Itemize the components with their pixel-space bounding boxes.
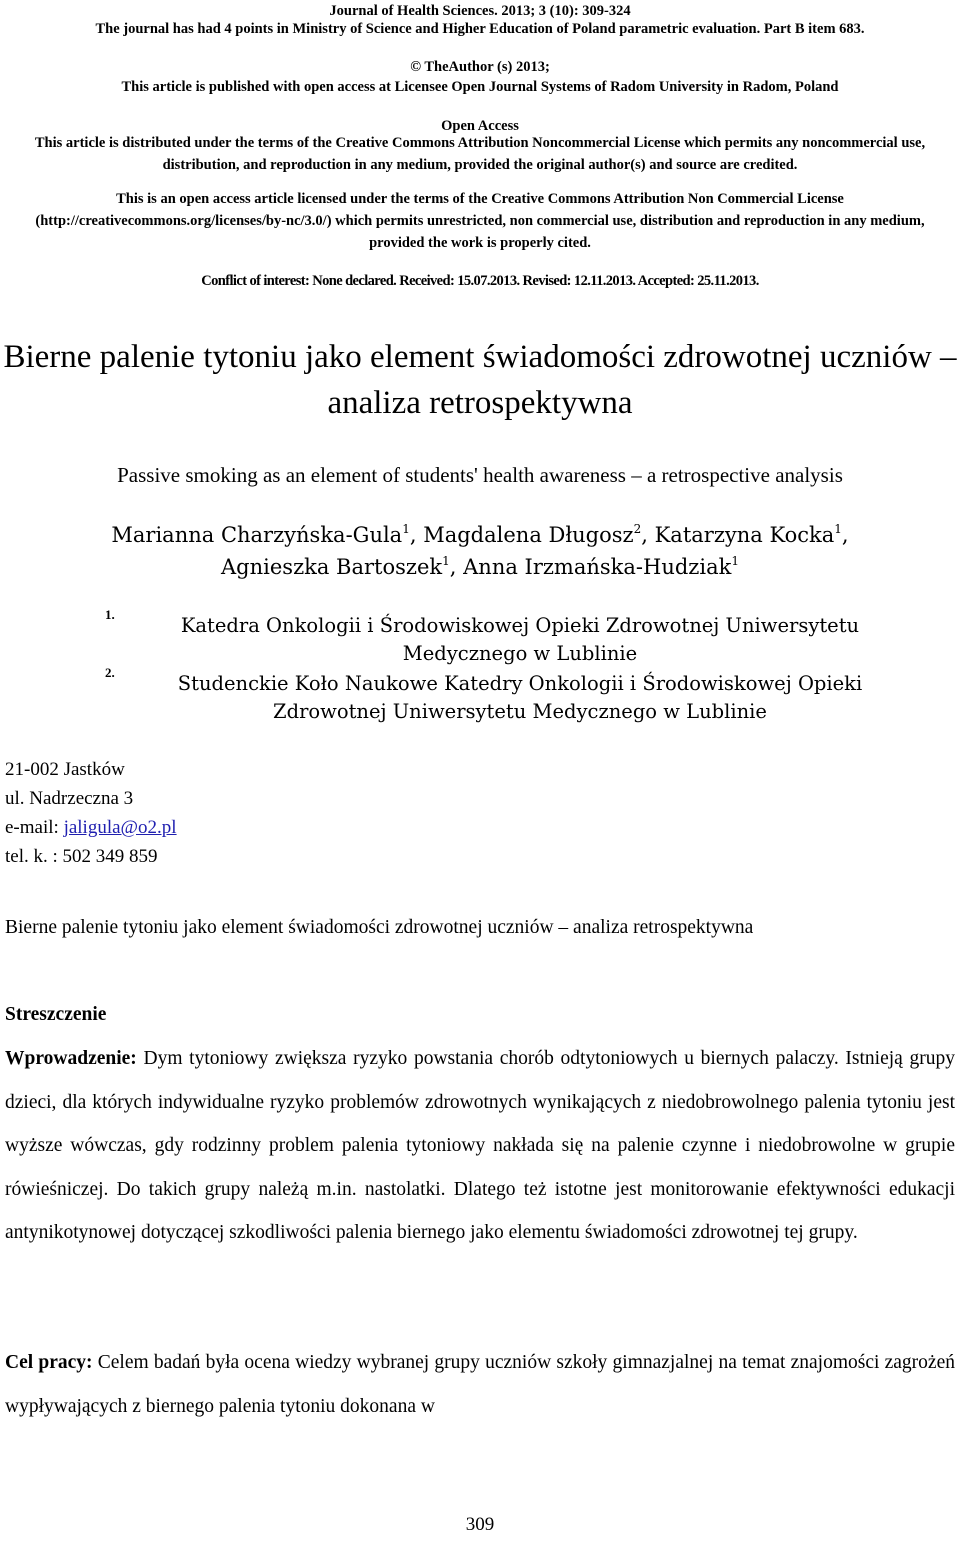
introduction-label: Wprowadzenie: xyxy=(5,1048,137,1069)
abstract-introduction xyxy=(5,1037,955,1255)
page-number: 309 xyxy=(465,1514,495,1535)
email-link[interactable]: jaligula@o2.pl xyxy=(63,817,177,838)
article-title-polish: Bierne palenie tytoniu jako element świadomości zdrowotnej uczniów – analiza retrospektywna xyxy=(3,339,957,421)
abstract-aim xyxy=(5,1341,955,1428)
article-title-english: Passive smoking as an element of students' health awareness – a retrospective analysis xyxy=(117,463,843,487)
published-line: This article is published with open access at Licensee Open Journal Systems of Radom University in Radom, Poland xyxy=(121,79,839,95)
email-label: e-mail: xyxy=(5,817,64,838)
affiliation-number: 2. xyxy=(105,665,115,680)
abstract-title: Bierne palenie tytoniu jako element świadomości zdrowotnej uczniów – analiza retrospektywna xyxy=(5,917,754,938)
author: Anna Irzmańska-Hudziak xyxy=(463,555,732,579)
email-line xyxy=(5,813,177,842)
phone-line: tel. k. : 502 349 859 xyxy=(5,846,158,867)
author-list xyxy=(0,519,960,583)
author: Marianna Charzyńska-Gula xyxy=(111,523,403,547)
postal-code-city: 21-002 Jastków xyxy=(5,759,125,780)
author-affiliation-mark: 1 xyxy=(731,554,739,568)
license-statement-1: This article is distributed under the terms of the Creative Commons Attribution Noncommercial License which permits any noncommercial use, distribution, and reproduction in any medium, provided the original author(s) and source are credited. xyxy=(34,135,926,173)
introduction-text: Dym tytoniowy zwiększa ryzyko powstania chorób odtytoniowych u biernych palaczy. Istnieją grupy dzieci, dla których indywidualne ryzyko problemów zdrowotnych wynikających z niedobrowolnego palenia tytoniu jest wyższe wówczas, gdy rodzinny problem palenia tytoniowy nakłada się na palenie czynne i niedobrowolne w grupie rówieśniczej. Do takich grupy należą m.in. nastolatki. Dlatego też istotne jest monitorowanie efektywności edukacji antynikotynowej dotyczącej szkodliwości palenia biernego jako elementu świadomości zdrowotnej tej grupy. xyxy=(5,1048,955,1243)
author: Katarzyna Kocka xyxy=(654,523,835,547)
author-affiliation-mark: 1 xyxy=(442,554,450,568)
conflict-and-dates: Conflict of interest: None declared. Received: 15.07.2013. Revised: 12.11.2013. Accepted: 25.11.2013. xyxy=(201,273,759,289)
journal-points-note: The journal has had 4 points in Ministry of Science and Higher Education of Poland parametric evaluation. Part B item 683. xyxy=(95,21,865,37)
author-separator: , xyxy=(641,523,655,547)
author-affiliation-mark: 2 xyxy=(633,522,642,536)
author: Agnieszka Bartoszek xyxy=(221,555,443,579)
author: Magdalena Długosz xyxy=(423,523,634,547)
author-affiliation-mark: 1 xyxy=(402,522,410,536)
journal-citation: Journal of Health Sciences. 2013; 3 (10): 309-324 xyxy=(329,3,631,19)
abstract-heading xyxy=(5,993,955,1037)
author-affiliation-mark: 1 xyxy=(834,522,842,536)
aim-label: Cel pracy: xyxy=(5,1352,93,1373)
affiliation-1: Katedra Onkologii i Środowiskowej Opieki Zdrowotnej Uniwersytetu Medycznego w Lublinie xyxy=(180,614,860,665)
open-access-label: Open Access xyxy=(441,118,519,134)
copyright-line: © TheAuthor (s) 2013; xyxy=(410,59,550,75)
correspondence-address xyxy=(5,755,177,871)
abstract-heading-text: Streszczenie xyxy=(5,1004,107,1025)
affiliation-number: 1. xyxy=(105,607,115,622)
author-separator: , xyxy=(449,555,464,579)
aim-text: Celem badań była ocena wiedzy wybranej grupy uczniów szkoły gimnazjalnej na temat znajomości zagrożeń wypływających z biernego palenia tytoniu dokonana w xyxy=(5,1352,955,1417)
affiliation-2: Studenckie Koło Naukowe Katedry Onkologii i Środowiskowej Opieki Zdrowotnej Uniwersytetu Medycznego w Lublinie xyxy=(177,672,863,723)
license-statement-2: This is an open access article licensed under the terms of the Creative Commons Attribution Non Commercial License (http://creativecommons.org/licenses/by-nc/3.0/) which permits unrestricted, non commercial use, distribution and reproduction in any medium, provided the work is properly cited. xyxy=(35,191,925,251)
author-separator: , xyxy=(841,523,849,547)
author-separator: , xyxy=(409,523,424,547)
street-address: ul. Nadrzeczna 3 xyxy=(5,788,134,809)
